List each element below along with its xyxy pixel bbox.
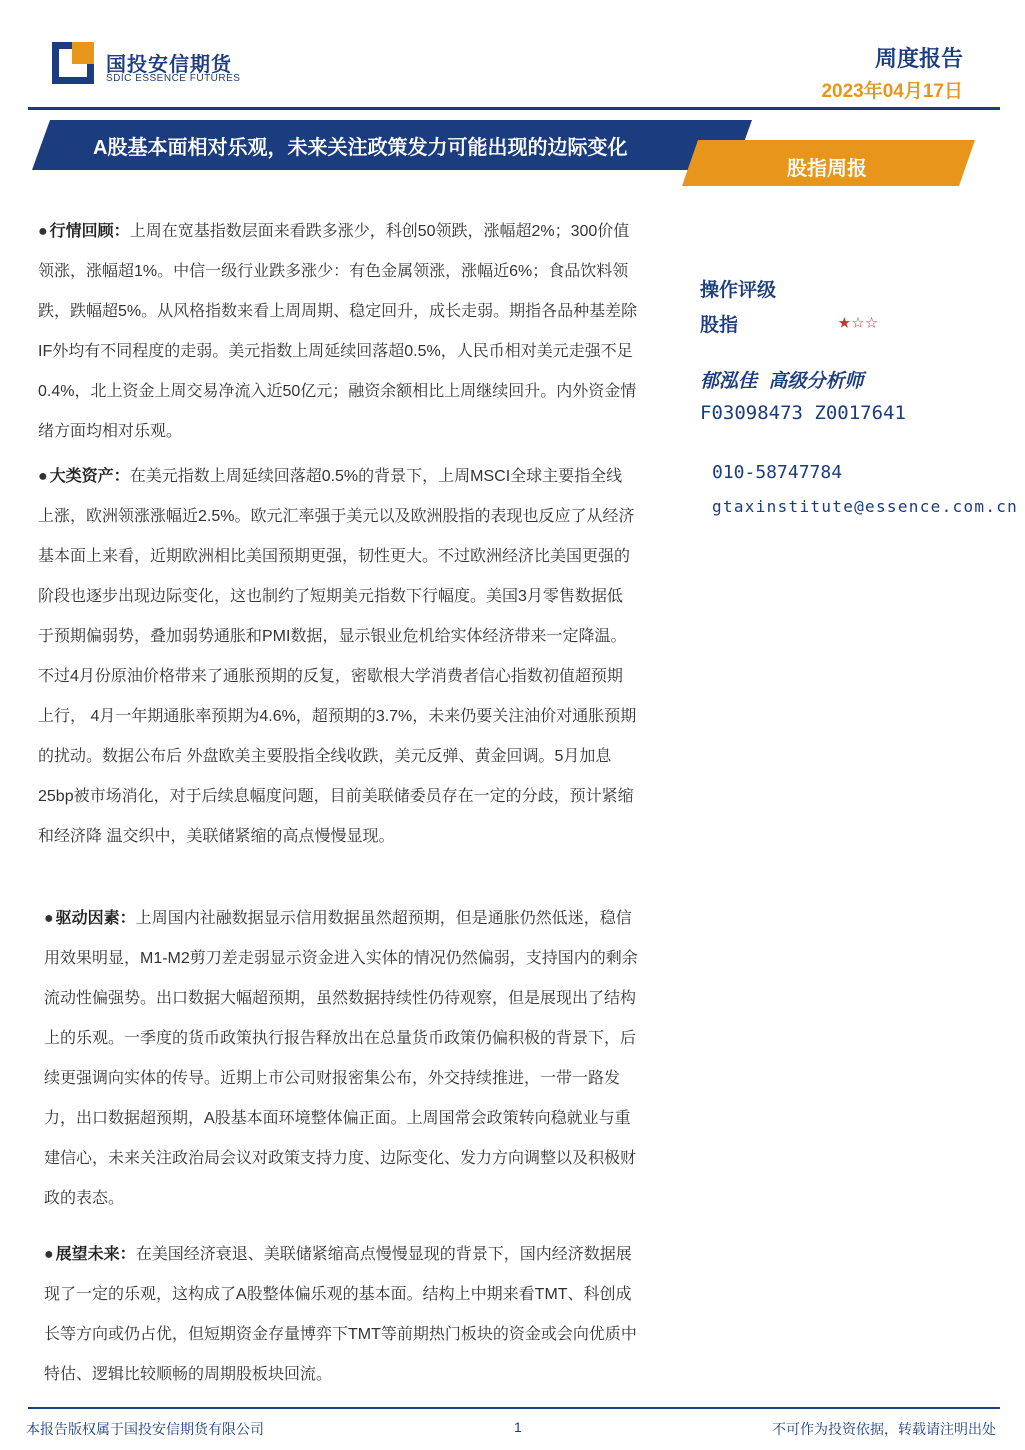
report-type: 周度报告 [874,46,963,71]
paragraph-text: 上周在宽基指数层面来看跌多涨少，科创50领跌，涨幅超2%；300价值领涨，涨幅超1%。中信一级行业跌多涨少：有色金属领涨，涨幅近6%；食品饮料领跌，跌幅超5%。从风格指数来看上周周期、稳定回升，成长走弱。期指各品种基差除IF外均有不同程度的走弱。美元指数上周延续回落超0.5%，人民币相对美元走强不足0.4%，北上资金上周交易净流入近50亿元；融资余额相比上周继续回升。内外资金情绪方面均相对乐观。 [38,223,638,440]
rating-label: 股指 [700,314,739,336]
footer-divider [28,1407,1000,1409]
paragraph-lead: 行情回顾： [49,223,130,240]
rating-title: 操作评级 [700,279,777,301]
bullet-icon: ● [44,1246,54,1263]
paragraph-major-assets [38,457,638,857]
footer-disclaimer: 不可作为投资依据，转载请注明出处 [772,1421,996,1437]
report-date: 2023年04月17日 [821,81,963,102]
contact-email: gtaxinstitute@essence.com.cn [712,497,1019,516]
company-logo [52,40,272,90]
logo-name-cn: 国投安信期货 [106,54,232,76]
analyst-name: 郁泓佳 高级分析师 [700,370,864,392]
header-divider [28,107,1000,110]
footer-copyright: 本报告版权属于国投安信期货有限公司 [26,1421,264,1437]
rating-stars-icon: ★☆☆ [838,309,879,333]
paragraph-market-review [38,212,638,452]
paragraph-text: 在美国经济衰退、美联储紧缩高点慢慢显现的背景下，国内经济数据展现了一定的乐观，这构成了A股整体偏乐观的基本面。结构上中期来看TMT、科创成长等方向或仍占优，但短期资金存量博弈下TMT等前期热门板块的资金或会向优质中特估、逻辑比较顺畅的周期股板块回流。 [44,1246,637,1383]
logo-name-en: SDIC ESSENCE FUTURES [106,73,241,84]
logo-mark-icon [52,42,94,84]
bullet-icon: ● [44,910,54,927]
paragraph-outlook [44,1235,644,1395]
contact-phone: 010-58747784 [712,462,843,483]
paragraph-drivers [44,899,644,1219]
paragraph-lead: 大类资产： [49,468,130,485]
paragraph-text: 上周国内社融数据显示信用数据虽然超预期，但是通胀仍然低迷，稳信用效果明显，M1-M2剪刀差走弱显示资金进入实体的情况仍然偏弱，支持国内的剩余流动性偏强势。出口数据大幅超预期，虽然数据持续性仍待观察，但是展现出了结构上的乐观。一季度的货币政策执行报告释放出在总量货币政策仍偏积极的背景下，后续更强调向实体的传导。近期上市公司财报密集公布，外交持续推进，一带一路发力，出口数据超预期，A股基本面环境整体偏正面。上周国常会政策转向稳就业与重建信心，未来关注政治局会议对政策支持力度、边际变化、发力方向调整以及积极财政的表态。 [44,910,638,1207]
bullet-icon: ● [38,468,48,485]
bullet-icon: ● [38,223,48,240]
page-number: 1 [514,1419,522,1435]
report-category: 股指周报 [787,158,867,180]
paragraph-lead: 展望未来： [55,1246,136,1263]
report-headline: A股基本面相对乐观，未来关注政策发力可能出现的边际变化 [93,137,628,159]
analyst-license: F03098473 Z0017641 [700,402,906,424]
paragraph-lead: 驱动因素： [55,910,136,927]
paragraph-text: 在美元指数上周延续回落超0.5%的背景下，上周MSCI全球主要指全线上涨，欧洲领涨涨幅近2.5%。欧元汇率强于美元以及欧洲股指的表现也反应了从经济基本面上来看，近期欧洲相比美国预期更强，韧性更大。不过欧洲经济比美国更强的阶段也逐步出现边际变化，这也制约了短期美元指数下行幅度。美国3月零售数据低于预期偏弱势，叠加弱势通胀和PMI数据，显示银业危机给实体经济带来一定降温。不过4月份原油价格带来了通胀预期的反复，密歇根大学消费者信心指数初值超预期上行， 4月一年期通胀率预期为4.6%，超预期的3.7%，未来仍要关注油价对通胀预期的扰动。数据公布后 外盘欧美主要股指全线收跌，美元反弹、黄金回调。5月加息25bp被市场消化，对于后续息幅度问题，目前美联储委员存在一定的分歧，预计紧缩和经济降 温交织中，美联储紧缩的高点慢慢显现。 [38,468,637,845]
